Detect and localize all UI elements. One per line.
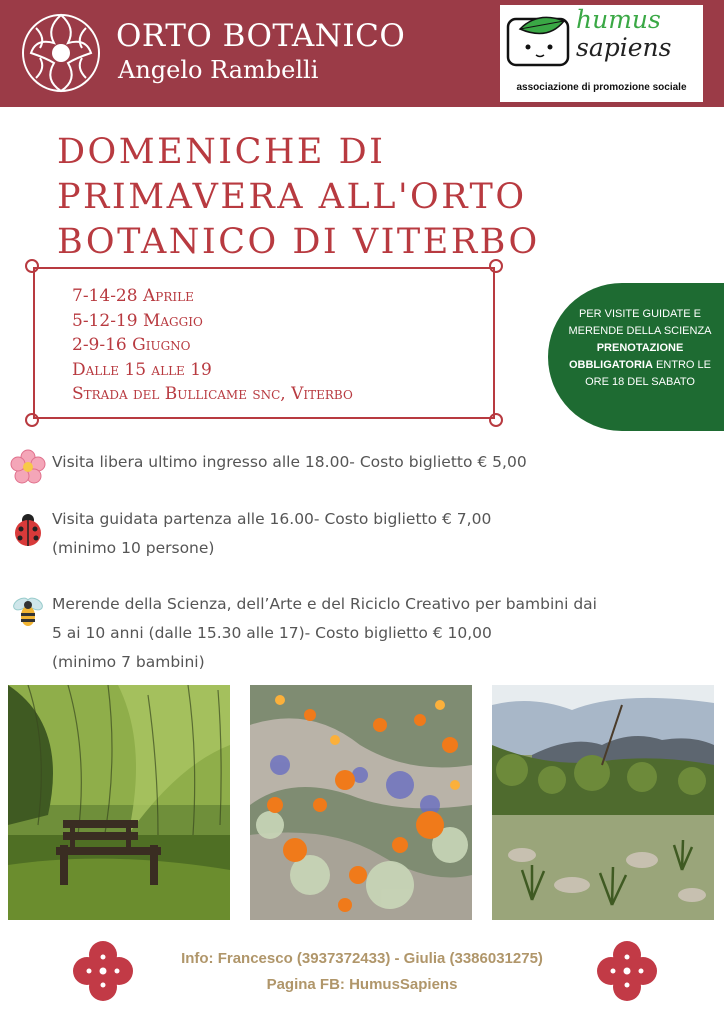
event-dates xyxy=(72,284,492,407)
booking-required: PRENOTAZIONE OBBLIGATORIA xyxy=(568,342,684,371)
time-line: Dalle 15 alle 19 xyxy=(72,359,212,380)
clover-ornament-icon xyxy=(596,940,658,1002)
bench-photo xyxy=(8,685,230,920)
header-band xyxy=(0,0,724,107)
address-line: Strada del Bullicame snc, Viterbo xyxy=(72,384,353,404)
flower-icon xyxy=(10,449,46,485)
landscape-photo xyxy=(492,685,714,920)
date-line: 5-12-19 Maggio xyxy=(72,310,203,331)
partner-name-line2: sapiens xyxy=(576,33,672,62)
contact-info: Info: Francesco (3937372433) - Giulia (3386031275) xyxy=(181,950,543,967)
info-item-text: (minimo 10 persone) xyxy=(52,539,215,557)
info-item-free-visit xyxy=(52,448,722,477)
info-item-text: Merende della Scienza, dell’Arte e del Riciclo Creativo per bambini dai xyxy=(52,595,597,613)
facebook-page: Pagina FB: HumusSapiens xyxy=(266,976,458,993)
poppies-photo xyxy=(250,685,472,920)
date-line: 7-14-28 Aprile xyxy=(72,286,194,306)
garden-title: ORTO BOTANICO xyxy=(116,18,406,54)
booking-text: PER VISITE GUIDATE E MERENDE DELLA SCIENZA xyxy=(568,308,712,337)
booking-deadline: ENTRO LE ORE 18 DEL SABATO xyxy=(585,359,711,388)
partner-caption: associazione di promozione sociale xyxy=(516,82,687,93)
info-item-science-snacks xyxy=(52,590,722,677)
info-item-guided-visit xyxy=(52,505,722,563)
date-line: 2-9-16 Giugno xyxy=(72,335,191,355)
partner-logo xyxy=(500,5,703,102)
booking-notice xyxy=(548,283,724,431)
event-title xyxy=(57,130,697,265)
partner-name-line1: humus xyxy=(576,5,661,34)
leaf-face-icon xyxy=(506,11,572,69)
info-item-text: (minimo 7 bambini) xyxy=(52,653,205,671)
garden-subtitle: Angelo Rambelli xyxy=(118,56,319,84)
ladybug-icon xyxy=(10,512,46,548)
botanical-emblem-icon xyxy=(16,8,106,98)
info-item-text: 5 ai 10 anni (dalle 15.30 alle 17)- Costo biglietto € 10,00 xyxy=(52,624,492,642)
bee-icon xyxy=(10,592,46,628)
info-item-text: Visita libera ultimo ingresso alle 18.00- Costo biglietto € 5,00 xyxy=(52,453,527,471)
info-item-text: Visita guidata partenza alle 16.00- Costo biglietto € 7,00 xyxy=(52,510,492,528)
event-title-line: BOTANICO DI VITERBO xyxy=(57,222,540,262)
event-title-line: DOMENICHE DI xyxy=(57,132,386,172)
event-title-line: PRIMAVERA ALL'ORTO xyxy=(57,177,527,217)
